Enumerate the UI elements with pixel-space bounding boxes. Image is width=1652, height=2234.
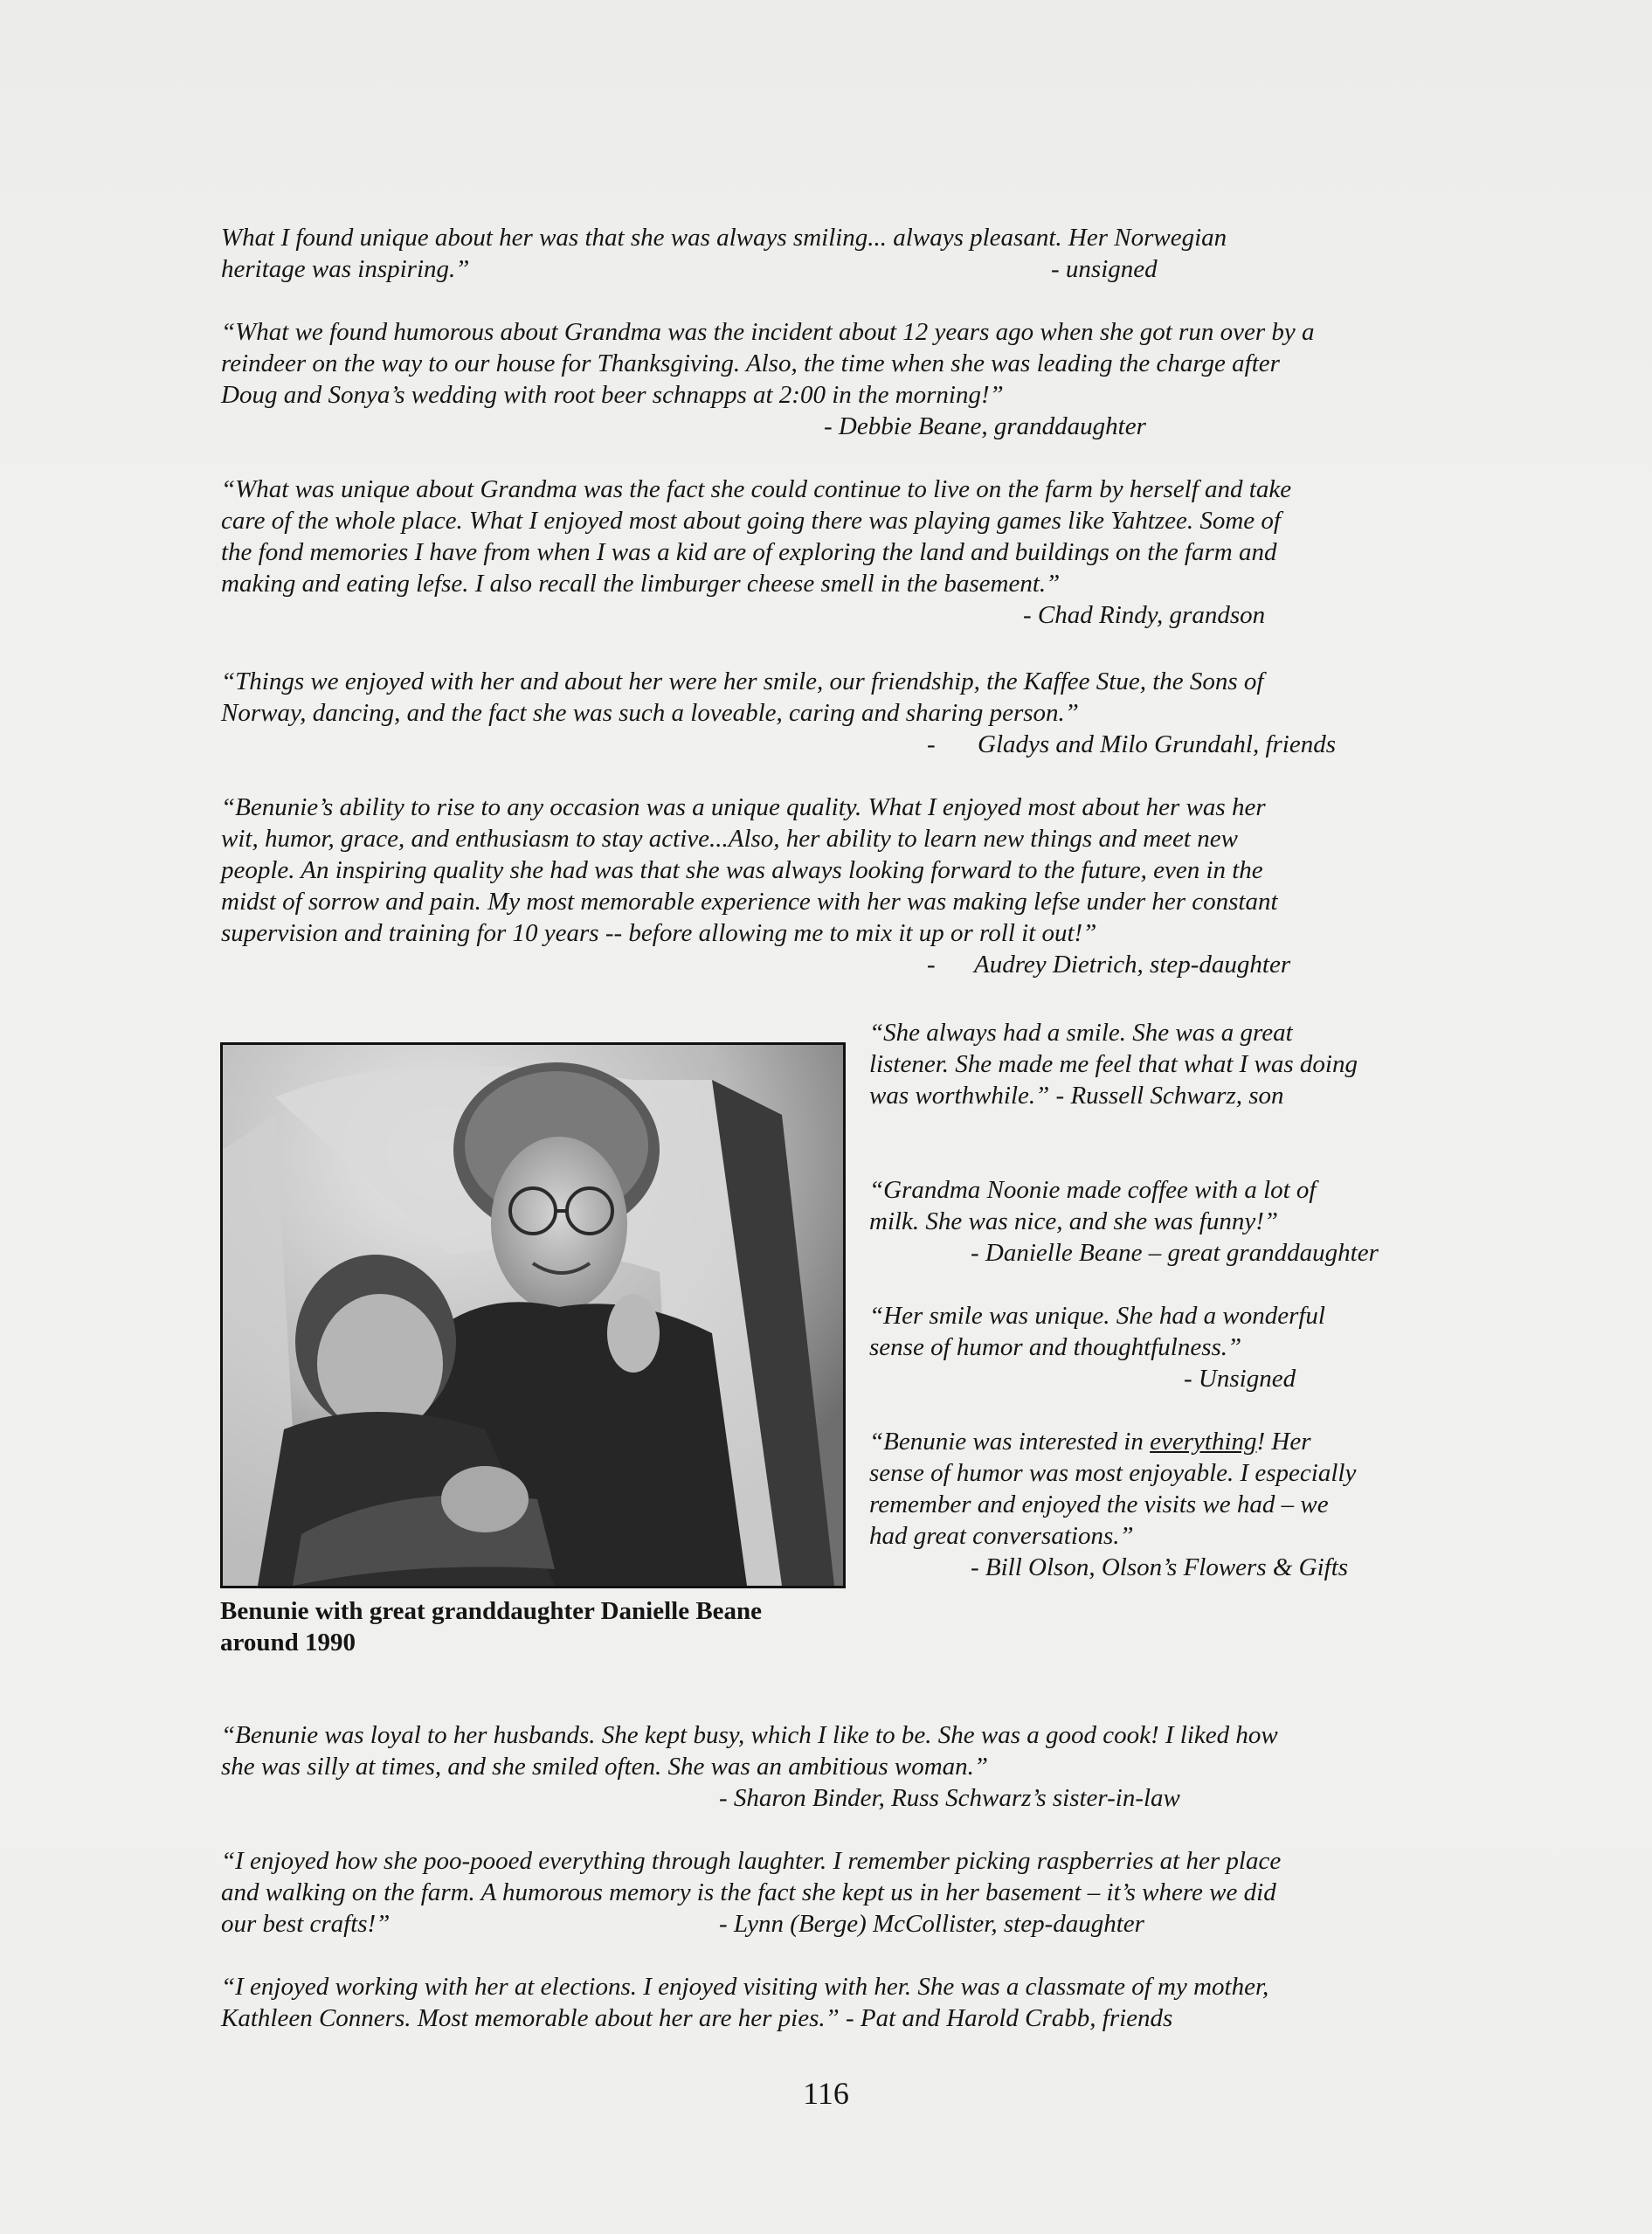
quote-line: What I found unique about her was that she was always smiling... always pleasant. Her Norwegian [221, 224, 1227, 252]
quote-line: our best crafts!” [221, 1910, 391, 1938]
quote-line: “What was unique about Grandma was the fact she could continue to live on the farm by herself and take [221, 475, 1292, 503]
quote-attribution: - Pat and Harold Crabb, friends [846, 2004, 1173, 2032]
page-number: 116 [803, 2076, 849, 2111]
quote-line: “Her smile was unique. She had a wonderful [869, 1302, 1325, 1330]
quote-line: reindeer on the way to our house for Thanksgiving. Also, the time when she was leading the charge after [221, 349, 1280, 377]
quote-line: listener. She made me feel that what I was doing [869, 1050, 1358, 1078]
quote-attribution: - Debbie Beane, granddaughter [824, 412, 1146, 440]
quote-attribution: - Unsigned [1184, 1365, 1296, 1393]
quote-line: “Benunie’s ability to rise to any occasion was a unique quality. What I enjoyed most about her was her [221, 793, 1266, 821]
quote-line: care of the whole place. What I enjoyed most about going there was playing games like Yahtzee. Some of [221, 507, 1281, 535]
quote-attribution: Gladys and Milo Grundahl, friends [978, 730, 1337, 758]
quote-line: “What we found humorous about Grandma was the incident about 12 years ago when she got run over by a [221, 318, 1315, 346]
quote-danielle-beane [869, 1174, 1428, 1269]
quote-line: was worthwhile.” [869, 1082, 1050, 1110]
quote-line: Doug and Sonya’s wedding with root beer schnapps at 2:00 in the morning!” [221, 381, 1004, 409]
quote-line: “Grandma Noonie made coffee with a lot of [869, 1176, 1317, 1204]
caption-line: around 1990 [220, 1629, 356, 1656]
quote-line: milk. She was nice, and she was funny!” [869, 1207, 1278, 1235]
quote-russell-schwarz [869, 1017, 1428, 1111]
quote-unsigned-1 [221, 222, 1444, 285]
quote-attribution: - Danielle Beane – great granddaughter [971, 1239, 1379, 1267]
quote-line: she was silly at times, and she smiled often. She was an ambitious woman.” [221, 1753, 989, 1781]
photo-benunie-and-danielle [220, 1042, 846, 1588]
quote-attribution: - Sharon Binder, Russ Schwarz’s sister-in-law [719, 1784, 1180, 1812]
quote-line: had great conversations.” [869, 1522, 1134, 1550]
quote-attribution: - Bill Olson, Olson’s Flowers & Gifts [971, 1553, 1349, 1581]
quote-line: “Things we enjoyed with her and about her were her smile, our friendship, the Kaffee Stue, the Sons of [221, 667, 1264, 695]
quote-line: heritage was inspiring.” [221, 255, 470, 283]
quote-line: Kathleen Conners. Most memorable about her are her pies.” [221, 2004, 840, 2032]
quote-line: sense of humor and thoughtfulness.” [869, 1333, 1242, 1361]
quote-line: the fond memories I have from when I was a kid are of exploring the land and buildings on the farm and [221, 538, 1277, 566]
quote-sharon-binder [221, 1719, 1444, 1814]
caption-line: Benunie with great granddaughter Danielle Beane [220, 1597, 763, 1625]
quote-line: midst of sorrow and pain. My most memorable experience with her was making lefse under her constant [221, 888, 1278, 916]
quote-grundahl [221, 666, 1444, 760]
quote-pat-harold-crabb [221, 1971, 1444, 2034]
quote-audrey-dietrich [221, 792, 1444, 980]
quote-line: “I enjoyed working with her at elections. I enjoyed visiting with her. She was a classmate of my mother, [221, 1973, 1269, 2001]
quote-unsigned-2 [869, 1300, 1428, 1394]
quote-attribution: - unsigned [1051, 255, 1158, 283]
quote-debbie-beane [221, 316, 1444, 442]
quote-chad-rindy [221, 474, 1444, 631]
photo-image [223, 1045, 843, 1586]
quote-attribution: - Chad Rindy, grandson [1023, 601, 1266, 629]
quote-line: “She always had a smile. She was a great [869, 1019, 1293, 1047]
quote-line: “Benunie was loyal to her husbands. She kept busy, which I like to be. She was a good cook! I liked how [221, 1721, 1278, 1749]
quote-line: Norway, dancing, and the fact she was such a loveable, caring and sharing person.” [221, 699, 1079, 727]
attribution-dash: - [927, 951, 936, 979]
quote-line: supervision and training for 10 years -- before allowing me to mix it up or roll it out!” [221, 919, 1097, 947]
quote-attribution: - Russell Schwarz, son [1055, 1082, 1284, 1110]
quote-line: people. An inspiring quality she had was that she was always looking forward to the future, even in the [221, 856, 1263, 884]
photo-caption [220, 1595, 849, 1658]
quote-bill-olson: “Benunie was interested in everything! Her sense of humor was most enjoyable. I especially remember and enjoyed the visits we had – we had great conversations.” - Bill Olson, Olson’s Flowers & Gifts [869, 1426, 1428, 1583]
quote-line: remember and enjoyed the visits we had – we [869, 1490, 1329, 1518]
emphasis-everything: everything [1150, 1428, 1257, 1456]
quote-attribution: Audrey Dietrich, step-daughter [974, 951, 1291, 979]
quote-line: making and eating lefse. I also recall the limburger cheese smell in the basement.” [221, 570, 1061, 598]
quote-line: wit, humor, grace, and enthusiasm to stay active...Also, her ability to learn new things and meet new [221, 825, 1238, 853]
quote-line: sense of humor was most enjoyable. I especially [869, 1459, 1357, 1487]
quote-lynn-mccollister [221, 1845, 1444, 1940]
quote-line: “I enjoyed how she poo-pooed everything through laughter. I remember picking raspberries at her place [221, 1847, 1282, 1875]
attribution-dash: - [927, 730, 936, 758]
quote-line: and walking on the farm. A humorous memory is the fact she kept us in her basement – it’s where we did [221, 1878, 1276, 1906]
quote-attribution: - Lynn (Berge) McCollister, step-daughter [719, 1910, 1144, 1938]
